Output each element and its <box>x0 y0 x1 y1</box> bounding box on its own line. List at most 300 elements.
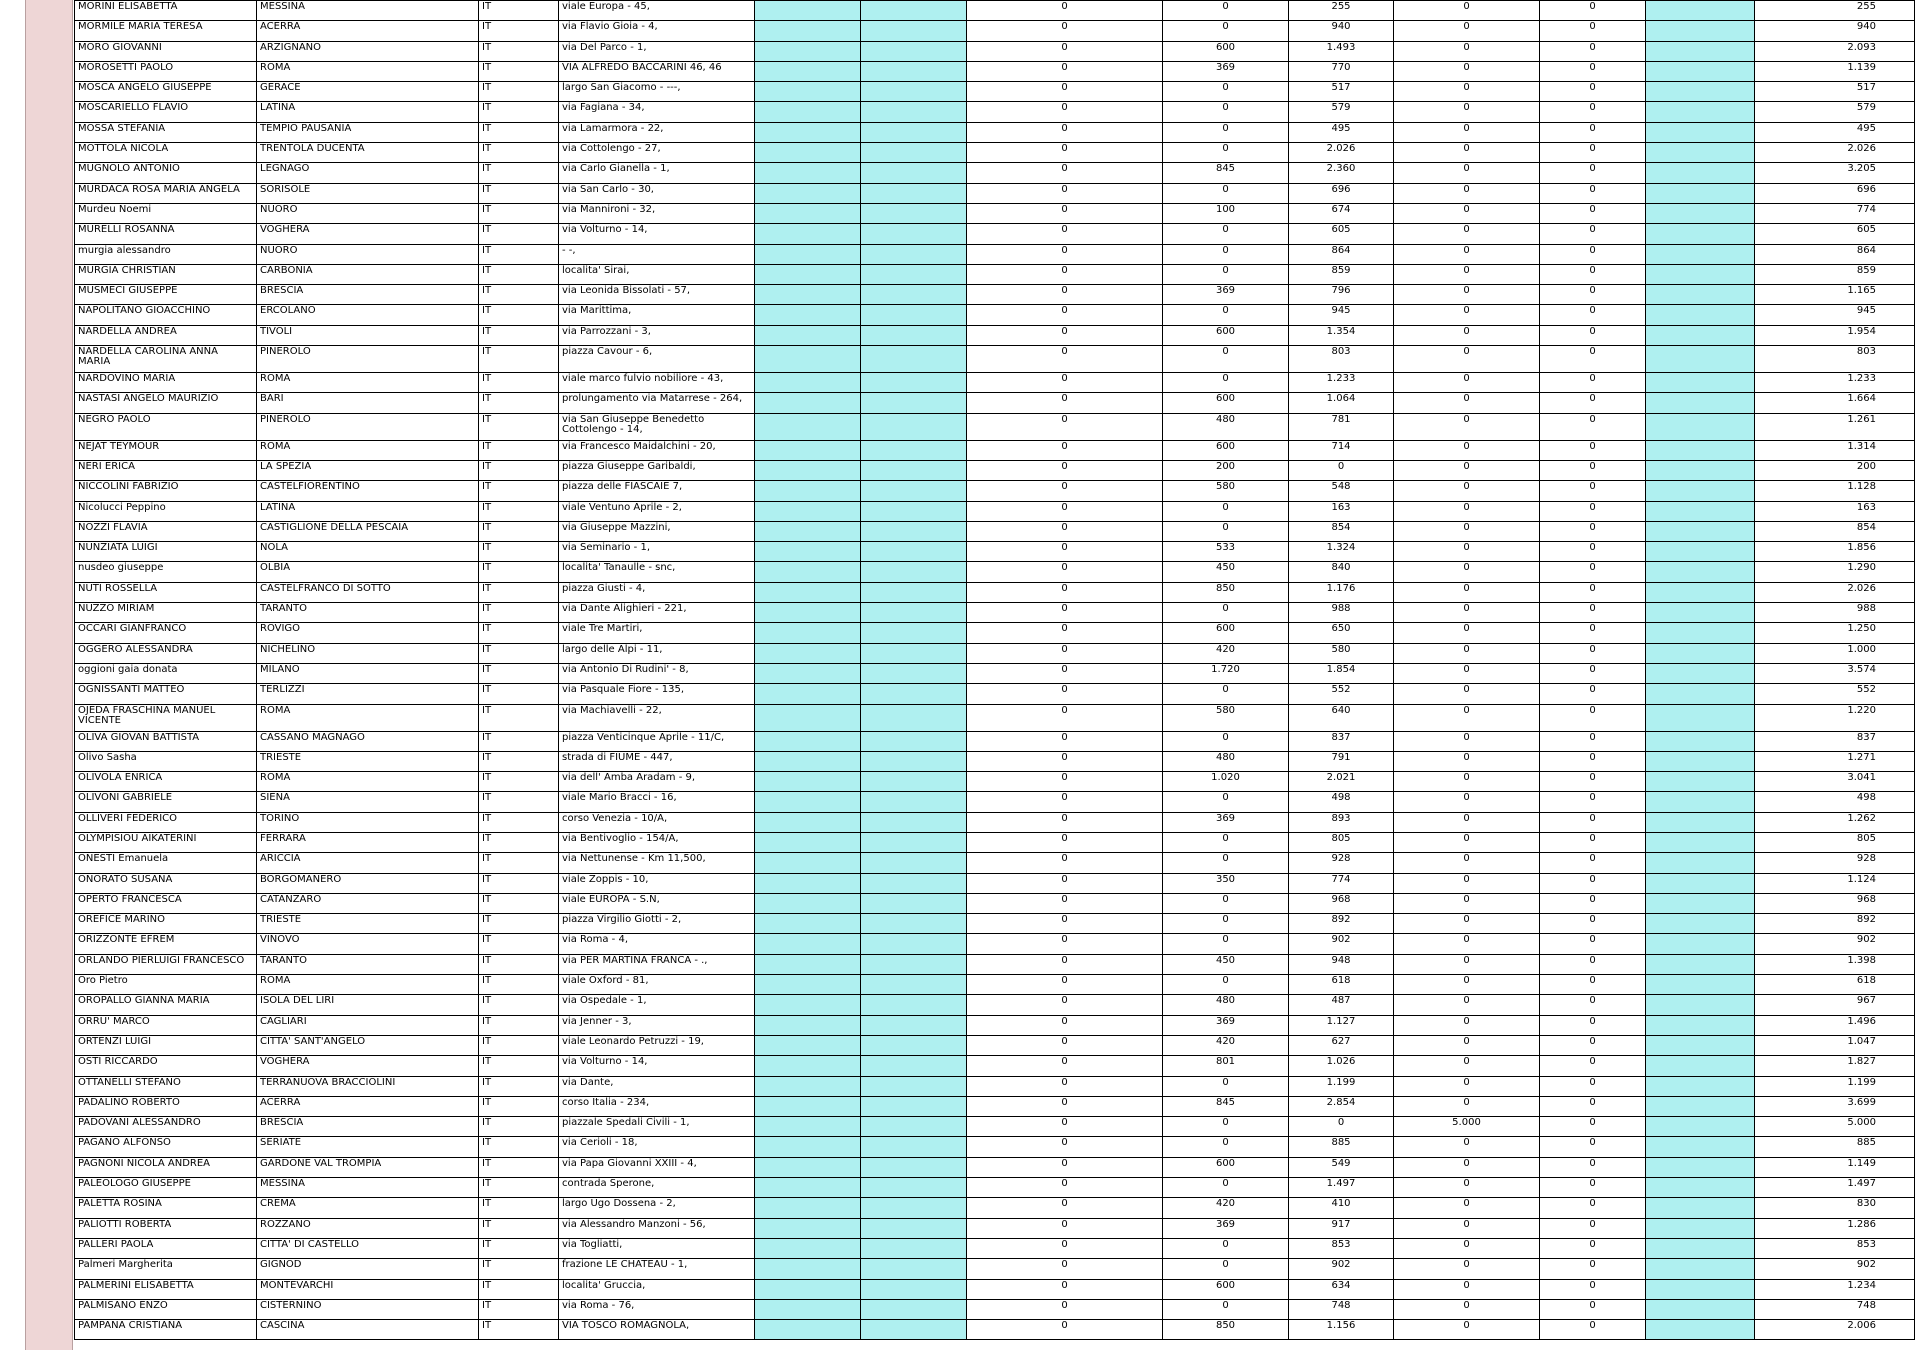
cell-address: via Nettunense - Km 11,500, <box>559 853 755 873</box>
cell-highlight-b <box>861 373 967 393</box>
cell-value-4: 0 <box>1394 481 1540 501</box>
cell-city: ACERRA <box>257 1096 479 1116</box>
cell-value-3: 640 <box>1289 704 1394 731</box>
cell-country: IT <box>479 684 559 704</box>
cell-value-2: 600 <box>1163 41 1289 61</box>
cell-city: PINEROLO <box>257 346 479 373</box>
cell-value-1: 0 <box>967 21 1163 41</box>
cell-country: IT <box>479 934 559 954</box>
cell-city: ROMA <box>257 61 479 81</box>
cell-value-2: 600 <box>1163 1157 1289 1177</box>
table-row <box>75 772 1915 792</box>
cell-name: PALETTA ROSINA <box>75 1198 257 1218</box>
cell-value-3: 940 <box>1289 21 1394 41</box>
cell-address: localita' Sirai, <box>559 264 755 284</box>
data-table <box>74 0 1915 1340</box>
cell-value-4: 0 <box>1394 183 1540 203</box>
cell-total: 837 <box>1755 731 1915 751</box>
cell-value-2: 850 <box>1163 1320 1289 1340</box>
cell-value-1: 0 <box>967 393 1163 413</box>
cell-value-3: 1.493 <box>1289 41 1394 61</box>
cell-value-3: 580 <box>1289 643 1394 663</box>
cell-city: CAGLIARI <box>257 1015 479 1035</box>
cell-highlight-a <box>755 1157 861 1177</box>
cell-value-2: 0 <box>1163 373 1289 393</box>
cell-highlight-a <box>755 684 861 704</box>
cell-address: localita' Gruccia, <box>559 1279 755 1299</box>
cell-name: NARDELLA ANDREA <box>75 325 257 345</box>
table-row <box>75 1137 1915 1157</box>
cell-highlight-b <box>861 853 967 873</box>
table-row <box>75 731 1915 751</box>
cell-value-1: 0 <box>967 751 1163 771</box>
cell-value-1: 0 <box>967 102 1163 122</box>
table-row <box>75 143 1915 163</box>
cell-highlight-b <box>861 1238 967 1258</box>
cell-value-1: 0 <box>967 1198 1163 1218</box>
cell-country: IT <box>479 460 559 480</box>
cell-highlight-a <box>755 102 861 122</box>
cell-city: CITTA' DI CASTELLO <box>257 1238 479 1258</box>
cell-country: IT <box>479 224 559 244</box>
cell-highlight-c <box>1646 1035 1755 1055</box>
cell-value-1: 0 <box>967 183 1163 203</box>
cell-total: 3.574 <box>1755 663 1915 683</box>
cell-country: IT <box>479 893 559 913</box>
cell-highlight-b <box>861 934 967 954</box>
cell-value-2: 580 <box>1163 704 1289 731</box>
cell-value-3: 854 <box>1289 521 1394 541</box>
cell-value-2: 450 <box>1163 562 1289 582</box>
cell-city: MESSINA <box>257 1 479 21</box>
cell-name: OLIVOLA ENRICA <box>75 772 257 792</box>
cell-highlight-a <box>755 1015 861 1035</box>
cell-country: IT <box>479 244 559 264</box>
cell-total: 940 <box>1755 21 1915 41</box>
cell-country: IT <box>479 772 559 792</box>
cell-value-5: 0 <box>1540 914 1646 934</box>
cell-highlight-b <box>861 643 967 663</box>
table-row <box>75 1096 1915 1116</box>
cell-value-2: 369 <box>1163 812 1289 832</box>
cell-total: 1.286 <box>1755 1218 1915 1238</box>
cell-value-2: 350 <box>1163 873 1289 893</box>
cell-highlight-c <box>1646 772 1755 792</box>
cell-highlight-c <box>1646 1117 1755 1137</box>
cell-highlight-c <box>1646 143 1755 163</box>
cell-address: VIA TOSCO ROMAGNOLA, <box>559 1320 755 1340</box>
cell-value-5: 0 <box>1540 1117 1646 1137</box>
cell-value-3: 791 <box>1289 751 1394 771</box>
cell-value-3: 495 <box>1289 122 1394 142</box>
cell-name: PAGANO ALFONSO <box>75 1137 257 1157</box>
cell-highlight-b <box>861 1015 967 1035</box>
table-row <box>75 663 1915 683</box>
row-header-margin <box>25 0 73 1350</box>
cell-highlight-b <box>861 562 967 582</box>
cell-total: 2.093 <box>1755 41 1915 61</box>
cell-highlight-a <box>755 751 861 771</box>
cell-value-1: 0 <box>967 1056 1163 1076</box>
cell-city: TERRANUOVA BRACCIOLINI <box>257 1076 479 1096</box>
table-row <box>75 542 1915 562</box>
cell-total: 605 <box>1755 224 1915 244</box>
cell-value-3: 1.127 <box>1289 1015 1394 1035</box>
table-row <box>75 163 1915 183</box>
cell-value-1: 0 <box>967 582 1163 602</box>
cell-total: 5.000 <box>1755 1117 1915 1137</box>
cell-value-5: 0 <box>1540 1056 1646 1076</box>
cell-highlight-b <box>861 1056 967 1076</box>
cell-value-2: 1.720 <box>1163 663 1289 683</box>
cell-address: via Dante Alighieri - 221, <box>559 603 755 623</box>
cell-highlight-a <box>755 792 861 812</box>
cell-value-2: 420 <box>1163 643 1289 663</box>
cell-value-3: 1.176 <box>1289 582 1394 602</box>
cell-value-2: 600 <box>1163 1279 1289 1299</box>
cell-highlight-c <box>1646 21 1755 41</box>
cell-highlight-a <box>755 1218 861 1238</box>
cell-highlight-c <box>1646 934 1755 954</box>
cell-value-1: 0 <box>967 1 1163 21</box>
cell-value-4: 0 <box>1394 893 1540 913</box>
cell-city: ARICCIA <box>257 853 479 873</box>
cell-highlight-b <box>861 1137 967 1157</box>
cell-value-3: 163 <box>1289 501 1394 521</box>
cell-highlight-b <box>861 440 967 460</box>
table-row <box>75 481 1915 501</box>
cell-value-2: 0 <box>1163 832 1289 852</box>
cell-highlight-c <box>1646 244 1755 264</box>
cell-country: IT <box>479 82 559 102</box>
cell-highlight-a <box>755 285 861 305</box>
cell-value-2: 0 <box>1163 264 1289 284</box>
cell-highlight-b <box>861 1157 967 1177</box>
table-row <box>75 995 1915 1015</box>
cell-highlight-a <box>755 460 861 480</box>
cell-value-4: 0 <box>1394 663 1540 683</box>
cell-country: IT <box>479 853 559 873</box>
cell-country: IT <box>479 521 559 541</box>
cell-value-2: 1.020 <box>1163 772 1289 792</box>
cell-value-3: 2.854 <box>1289 1096 1394 1116</box>
cell-value-4: 0 <box>1394 623 1540 643</box>
cell-name: ORLANDO PIERLUIGI FRANCESCO <box>75 954 257 974</box>
cell-value-2: 600 <box>1163 325 1289 345</box>
cell-name: PAGNONI NICOLA ANDREA <box>75 1157 257 1177</box>
cell-value-4: 0 <box>1394 914 1540 934</box>
cell-address: via Giuseppe Mazzini, <box>559 521 755 541</box>
cell-highlight-c <box>1646 603 1755 623</box>
cell-address: viale Europa - 45, <box>559 1 755 21</box>
cell-city: ROMA <box>257 975 479 995</box>
cell-highlight-b <box>861 102 967 122</box>
cell-value-4: 0 <box>1394 1198 1540 1218</box>
cell-highlight-c <box>1646 914 1755 934</box>
table-row <box>75 61 1915 81</box>
cell-value-3: 945 <box>1289 305 1394 325</box>
cell-value-1: 0 <box>967 460 1163 480</box>
cell-city: MONTEVARCHI <box>257 1279 479 1299</box>
cell-value-1: 0 <box>967 995 1163 1015</box>
cell-total: 853 <box>1755 1238 1915 1258</box>
cell-value-5: 0 <box>1540 975 1646 995</box>
cell-total: 163 <box>1755 501 1915 521</box>
cell-highlight-c <box>1646 1178 1755 1198</box>
cell-value-2: 0 <box>1163 893 1289 913</box>
cell-value-1: 0 <box>967 704 1163 731</box>
cell-highlight-b <box>861 684 967 704</box>
cell-value-5: 0 <box>1540 772 1646 792</box>
cell-value-3: 2.026 <box>1289 143 1394 163</box>
cell-name: PAMPANA CRISTIANA <box>75 1320 257 1340</box>
cell-highlight-b <box>861 832 967 852</box>
cell-highlight-a <box>755 1238 861 1258</box>
cell-address: via Togliatti, <box>559 1238 755 1258</box>
cell-address: localita' Tanaulle - snc, <box>559 562 755 582</box>
cell-value-4: 0 <box>1394 1035 1540 1055</box>
cell-value-1: 0 <box>967 305 1163 325</box>
cell-name: NARDELLA CAROLINA ANNA MARIA <box>75 346 257 373</box>
cell-value-3: 634 <box>1289 1279 1394 1299</box>
cell-total: 1.496 <box>1755 1015 1915 1035</box>
cell-total: 1.128 <box>1755 481 1915 501</box>
cell-value-5: 0 <box>1540 1198 1646 1218</box>
cell-total: 579 <box>1755 102 1915 122</box>
cell-value-1: 0 <box>967 224 1163 244</box>
cell-value-5: 0 <box>1540 1015 1646 1035</box>
cell-name: MUSMECI GIUSEPPE <box>75 285 257 305</box>
cell-total: 967 <box>1755 995 1915 1015</box>
cell-country: IT <box>479 792 559 812</box>
cell-city: OLBIA <box>257 562 479 582</box>
cell-value-3: 853 <box>1289 1238 1394 1258</box>
table-row <box>75 1035 1915 1055</box>
table-row <box>75 1320 1915 1340</box>
cell-highlight-b <box>861 305 967 325</box>
cell-value-5: 0 <box>1540 1218 1646 1238</box>
cell-city: NUORO <box>257 244 479 264</box>
cell-city: CISTERNINO <box>257 1299 479 1319</box>
cell-address: via Jenner - 3, <box>559 1015 755 1035</box>
cell-highlight-c <box>1646 305 1755 325</box>
cell-address: via Papa Giovanni XXIII - 4, <box>559 1157 755 1177</box>
cell-value-3: 928 <box>1289 853 1394 873</box>
cell-address: via Fagiana - 34, <box>559 102 755 122</box>
cell-country: IT <box>479 373 559 393</box>
cell-highlight-a <box>755 61 861 81</box>
table-row <box>75 582 1915 602</box>
cell-highlight-a <box>755 224 861 244</box>
cell-highlight-c <box>1646 684 1755 704</box>
cell-city: VOGHERA <box>257 1056 479 1076</box>
cell-highlight-a <box>755 1117 861 1137</box>
cell-value-5: 0 <box>1540 82 1646 102</box>
cell-name: OROPALLO GIANNA MARIA <box>75 995 257 1015</box>
cell-value-3: 0 <box>1289 1117 1394 1137</box>
table-row <box>75 704 1915 731</box>
cell-highlight-a <box>755 1137 861 1157</box>
cell-highlight-b <box>861 975 967 995</box>
cell-value-5: 0 <box>1540 1157 1646 1177</box>
cell-highlight-c <box>1646 832 1755 852</box>
cell-highlight-b <box>861 183 967 203</box>
cell-value-2: 0 <box>1163 853 1289 873</box>
cell-value-2: 600 <box>1163 623 1289 643</box>
cell-value-1: 0 <box>967 285 1163 305</box>
cell-highlight-a <box>755 562 861 582</box>
cell-value-4: 0 <box>1394 373 1540 393</box>
cell-value-4: 0 <box>1394 582 1540 602</box>
cell-highlight-c <box>1646 562 1755 582</box>
cell-highlight-c <box>1646 373 1755 393</box>
cell-country: IT <box>479 542 559 562</box>
cell-country: IT <box>479 704 559 731</box>
cell-country: IT <box>479 975 559 995</box>
cell-value-5: 0 <box>1540 562 1646 582</box>
cell-value-3: 902 <box>1289 1259 1394 1279</box>
cell-value-3: 650 <box>1289 623 1394 643</box>
cell-total: 1.047 <box>1755 1035 1915 1055</box>
cell-total: 696 <box>1755 183 1915 203</box>
cell-value-4: 0 <box>1394 285 1540 305</box>
cell-city: ARZIGNANO <box>257 41 479 61</box>
cell-highlight-a <box>755 643 861 663</box>
cell-total: 618 <box>1755 975 1915 995</box>
cell-address: piazza Venticinque Aprile - 11/C, <box>559 731 755 751</box>
cell-total: 1.664 <box>1755 393 1915 413</box>
cell-value-2: 0 <box>1163 1137 1289 1157</box>
cell-value-1: 0 <box>967 914 1163 934</box>
cell-highlight-b <box>861 731 967 751</box>
cell-city: ROMA <box>257 772 479 792</box>
cell-address: via Seminario - 1, <box>559 542 755 562</box>
cell-name: OLLIVERI FEDERICO <box>75 812 257 832</box>
cell-country: IT <box>479 663 559 683</box>
cell-value-4: 0 <box>1394 1299 1540 1319</box>
cell-value-5: 0 <box>1540 663 1646 683</box>
cell-address: largo delle Alpi - 11, <box>559 643 755 663</box>
cell-value-5: 0 <box>1540 1320 1646 1340</box>
cell-city: LEGNAGO <box>257 163 479 183</box>
cell-total: 854 <box>1755 521 1915 541</box>
cell-total: 968 <box>1755 893 1915 913</box>
table-row <box>75 562 1915 582</box>
table-row <box>75 285 1915 305</box>
cell-highlight-c <box>1646 1096 1755 1116</box>
cell-highlight-b <box>861 82 967 102</box>
cell-total: 1.261 <box>1755 413 1915 440</box>
cell-city: CASTIGLIONE DELLA PESCAIA <box>257 521 479 541</box>
cell-value-5: 0 <box>1540 21 1646 41</box>
cell-country: IT <box>479 731 559 751</box>
cell-value-5: 0 <box>1540 995 1646 1015</box>
cell-city: ERCOLANO <box>257 305 479 325</box>
cell-value-5: 0 <box>1540 1096 1646 1116</box>
table-row <box>75 623 1915 643</box>
cell-highlight-a <box>755 582 861 602</box>
cell-name: ONORATO SUSANA <box>75 873 257 893</box>
table-row <box>75 82 1915 102</box>
cell-highlight-a <box>755 873 861 893</box>
table-row <box>75 1076 1915 1096</box>
cell-address: via Cerioli - 18, <box>559 1137 755 1157</box>
cell-total: 1.199 <box>1755 1076 1915 1096</box>
cell-value-1: 0 <box>967 203 1163 223</box>
cell-value-1: 0 <box>967 684 1163 704</box>
cell-value-4: 0 <box>1394 143 1540 163</box>
cell-value-4: 0 <box>1394 521 1540 541</box>
cell-value-4: 0 <box>1394 203 1540 223</box>
cell-value-3: 1.324 <box>1289 542 1394 562</box>
cell-highlight-a <box>755 1198 861 1218</box>
table-row <box>75 325 1915 345</box>
cell-highlight-c <box>1646 224 1755 244</box>
cell-name: MURGIA CHRISTIAN <box>75 264 257 284</box>
cell-value-1: 0 <box>967 1096 1163 1116</box>
cell-country: IT <box>479 582 559 602</box>
cell-total: 1.262 <box>1755 812 1915 832</box>
cell-name: OJEDA FRASCHINA MANUEL VICENTE <box>75 704 257 731</box>
cell-value-5: 0 <box>1540 1299 1646 1319</box>
table-row <box>75 346 1915 373</box>
cell-address: piazza Virgilio Giotti - 2, <box>559 914 755 934</box>
cell-name: Olivo Sasha <box>75 751 257 771</box>
table-row <box>75 413 1915 440</box>
cell-value-2: 369 <box>1163 1218 1289 1238</box>
cell-country: IT <box>479 914 559 934</box>
cell-city: SORISOLE <box>257 183 479 203</box>
cell-name: ORRU' MARCO <box>75 1015 257 1035</box>
cell-highlight-b <box>861 1 967 21</box>
cell-highlight-b <box>861 1198 967 1218</box>
cell-name: PADALINO ROBERTO <box>75 1096 257 1116</box>
table-row <box>75 1259 1915 1279</box>
cell-value-4: 0 <box>1394 224 1540 244</box>
cell-highlight-a <box>755 163 861 183</box>
cell-country: IT <box>479 393 559 413</box>
cell-total: 1.250 <box>1755 623 1915 643</box>
cell-name: OLYMPISIOU AIKATERINI <box>75 832 257 852</box>
cell-value-2: 600 <box>1163 440 1289 460</box>
table-row <box>75 1279 1915 1299</box>
cell-highlight-c <box>1646 663 1755 683</box>
cell-value-1: 0 <box>967 1117 1163 1137</box>
cell-highlight-a <box>755 122 861 142</box>
cell-country: IT <box>479 1218 559 1238</box>
cell-address: via San Carlo - 30, <box>559 183 755 203</box>
cell-total: 1.497 <box>1755 1178 1915 1198</box>
cell-name: MORINI ELISABETTA <box>75 1 257 21</box>
table-row <box>75 603 1915 623</box>
table-row <box>75 122 1915 142</box>
cell-address: strada di FIUME - 447, <box>559 751 755 771</box>
cell-value-5: 0 <box>1540 501 1646 521</box>
cell-value-3: 885 <box>1289 1137 1394 1157</box>
cell-highlight-a <box>755 893 861 913</box>
cell-highlight-c <box>1646 643 1755 663</box>
cell-value-4: 0 <box>1394 1259 1540 1279</box>
cell-value-4: 0 <box>1394 244 1540 264</box>
cell-name: OREFICE MARINO <box>75 914 257 934</box>
cell-highlight-b <box>861 460 967 480</box>
cell-highlight-c <box>1646 122 1755 142</box>
cell-highlight-a <box>755 41 861 61</box>
cell-name: PALIOTTI ROBERTA <box>75 1218 257 1238</box>
cell-value-5: 0 <box>1540 143 1646 163</box>
cell-value-3: 549 <box>1289 1157 1394 1177</box>
cell-total: 3.699 <box>1755 1096 1915 1116</box>
